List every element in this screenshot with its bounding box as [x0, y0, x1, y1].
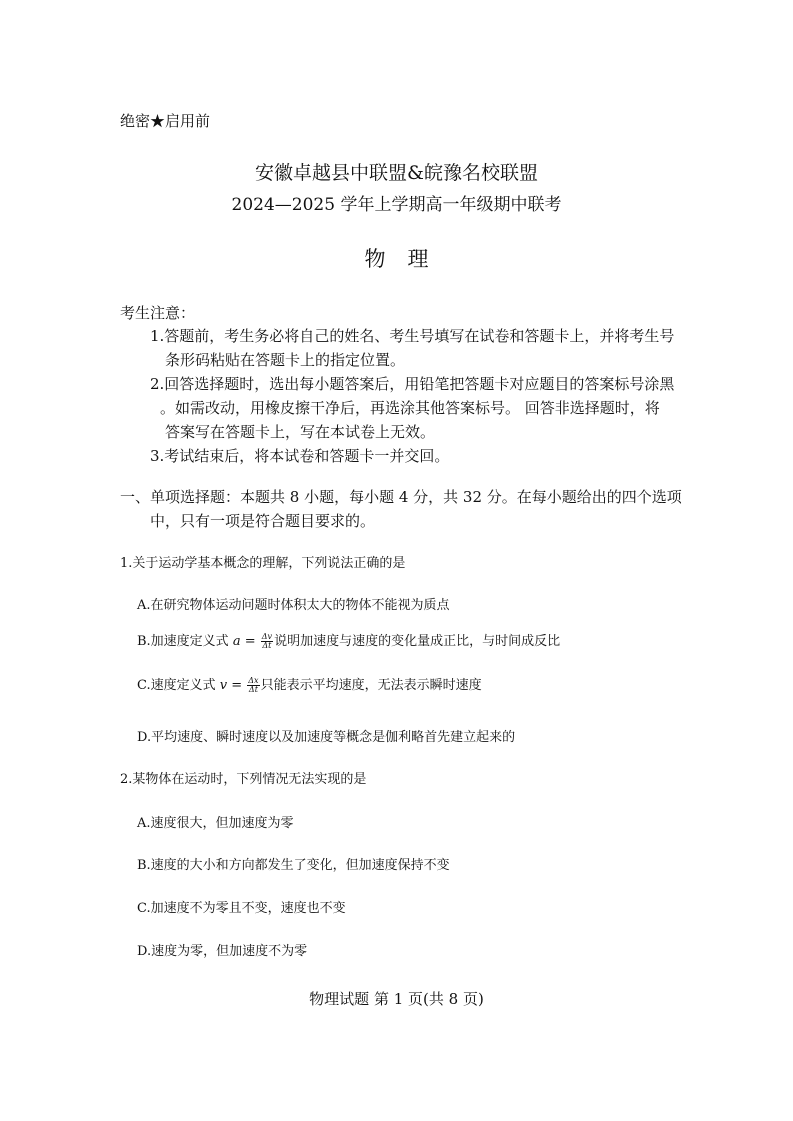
option-b-denominator: Δt: [262, 641, 272, 650]
notice-item-1-line-1: 1.答题前，考生务必将自己的姓名、考生号填写在试卷和答题卡上，并将考生号: [150, 327, 675, 345]
confidential-label: 绝密★启用前: [120, 112, 211, 130]
option-b-fraction: [261, 633, 273, 650]
option-c-fraction: [247, 677, 259, 694]
question-1-option-c: [137, 674, 482, 694]
question-1-option-d: D.平均速度、瞬时速度以及加速度等概念是伽利略首先建立起来的: [137, 730, 516, 745]
notice-item-2-line-2: 。如需改动，用橡皮擦干净后，再选涂其他答案标号。 回答非选择题时，将: [160, 399, 660, 417]
question-2-option-c: C.加速度不为零且不变，速度也不变: [137, 901, 346, 916]
page-footer: 物理试题 第 1 页(共 8 页): [309, 990, 484, 1008]
option-b-prefix: B.加速度定义式: [137, 634, 233, 649]
notice-item-1-line-2: 条形码粘贴在答题卡上的指定位置。: [165, 351, 406, 369]
question-2-stem: 2.某物体在运动时，下列情况无法实现的是: [120, 772, 367, 787]
section-heading-line-1: 一、单项选择题：本题共 8 小题，每小题 4 分，共 32 分。在每小题给出的四个选项: [120, 488, 682, 506]
question-1-option-b: [137, 630, 560, 650]
question-1-option-a: A.在研究物体运动问题时体积太大的物体不能视为质点: [137, 598, 450, 613]
option-c-denominator: Δt: [248, 685, 258, 694]
option-c-numerator: Δx: [248, 676, 259, 685]
option-c-prefix: C.速度定义式: [137, 678, 220, 693]
notice-title: 考生注意：: [120, 304, 196, 322]
subject-title: 物理: [364, 247, 451, 271]
question-2-option-d: D.速度为零，但加速度不为零: [137, 944, 308, 959]
option-c-variable: v: [219, 678, 228, 693]
notice-item-3-line-1: 3.考试结束后，将本试卷和答题卡一并交回。: [150, 447, 450, 465]
option-c-text: 只能表示平均速度，无法表示瞬时速度: [260, 678, 482, 693]
option-b-numerator: Δv: [261, 632, 273, 641]
option-b-variable: a: [232, 634, 241, 649]
option-b-equals: =: [240, 634, 260, 649]
option-b-text: 说明加速度与速度的变化量成正比，与时间成反比: [274, 634, 561, 649]
exam-title: 安徽卓越县中联盟&皖豫名校联盟: [255, 162, 538, 184]
notice-item-2-line-1: 2.回答选择题时，选出每小题答案后，用铅笔把答题卡对应题目的答案标号涂黑: [150, 375, 675, 393]
exam-subtitle: 2024—2025 学年上学期高一年级期中联考: [231, 195, 562, 215]
question-2-option-b: B.速度的大小和方向都发生了变化，但加速度保持不变: [137, 858, 450, 873]
section-heading-line-2: 中，只有一项是符合题目要求的。: [150, 512, 376, 530]
question-1-stem: 1.关于运动学基本概念的理解，下列说法正确的是: [120, 556, 406, 571]
question-2-option-a: A.速度很大，但加速度为零: [137, 816, 294, 831]
option-c-equals: =: [227, 678, 247, 693]
notice-item-2-line-3: 答案写在答题卡上，写在本试卷上无效。: [165, 423, 436, 441]
